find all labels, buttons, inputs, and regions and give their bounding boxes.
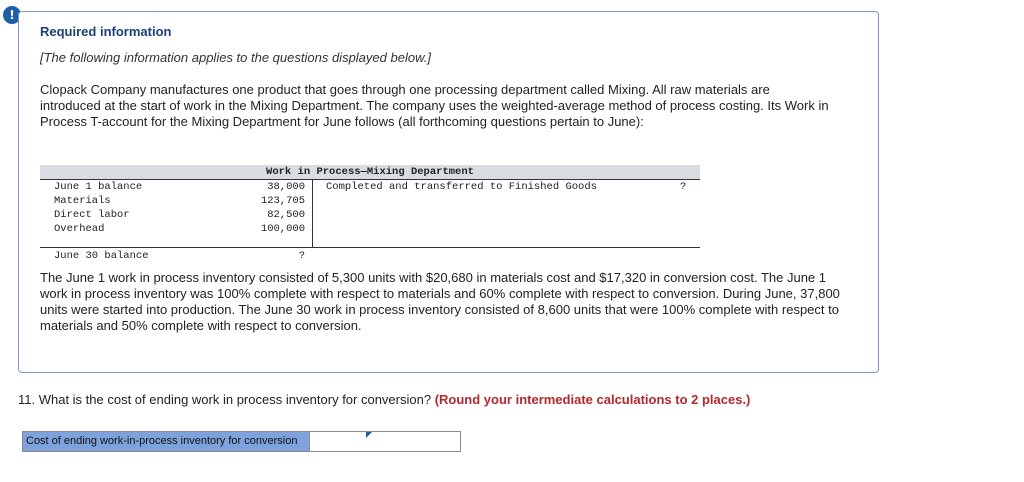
t-account-title: Work in Process—Mixing Department <box>40 165 700 179</box>
t-account-row <box>40 222 700 236</box>
debit-amount: 82,500 <box>267 209 305 221</box>
debit-label: Overhead <box>54 223 105 235</box>
answer-label: Cost of ending work-in-process inventory for conversion <box>23 432 310 451</box>
rounding-hint: (Round your intermediate calculations to 2 places.) <box>434 392 751 407</box>
input-flag-icon <box>366 432 372 438</box>
alert-icon: ! <box>3 6 21 24</box>
ending-balance-label: June 30 balance <box>54 250 149 262</box>
t-account-row <box>40 180 700 194</box>
t-account-balance-rule <box>40 247 700 248</box>
credit-label: Completed and transferred to Finished Goods <box>326 181 597 193</box>
debit-amount: 38,000 <box>267 181 305 193</box>
required-info-title: Required information <box>40 24 172 39</box>
debit-label: Direct labor <box>54 209 130 221</box>
debit-amount: 100,000 <box>260 223 305 235</box>
credit-amount: ? <box>680 181 687 193</box>
required-info-subtitle: [The following information applies to the questions displayed below.] <box>40 50 431 65</box>
debit-label: June 1 balance <box>54 181 143 193</box>
t-account-row <box>40 194 700 208</box>
t-account-ending-row <box>40 249 700 263</box>
debit-amount: 123,705 <box>260 195 305 207</box>
debit-label: Materials <box>54 195 111 207</box>
problem-paragraph-1: Clopack Company manufactures one product that goes through one processing department called Mixing. All raw materials are introduced at the start of work in the Mixing Department. The company uses the weighted-average method of process costing. Its Work in Process T-account for the Mixing Department for June follows (all forthcoming questions pertain to June): <box>40 82 829 129</box>
conversion-cost-input[interactable] <box>310 432 460 451</box>
ending-balance-amount: ? <box>298 250 305 262</box>
question-prompt <box>18 392 750 407</box>
answer-row <box>22 431 461 452</box>
problem-paragraph-2: The June 1 work in process inventory consisted of 5,300 units with $20,680 in materials cost and $17,320 in conversion cost. The June 1 work in process inventory was 100% complete with respect to materials and 60% complete with respect to conversion. During June, 37,800 units were started into production. The June 30 work in process inventory consisted of 8,600 units that were 100% complete with respect to materials and 50% complete with respect to conversion. <box>40 270 840 333</box>
question-text: 11. What is the cost of ending work in process inventory for conversion? <box>18 392 432 407</box>
t-account-row <box>40 208 700 222</box>
